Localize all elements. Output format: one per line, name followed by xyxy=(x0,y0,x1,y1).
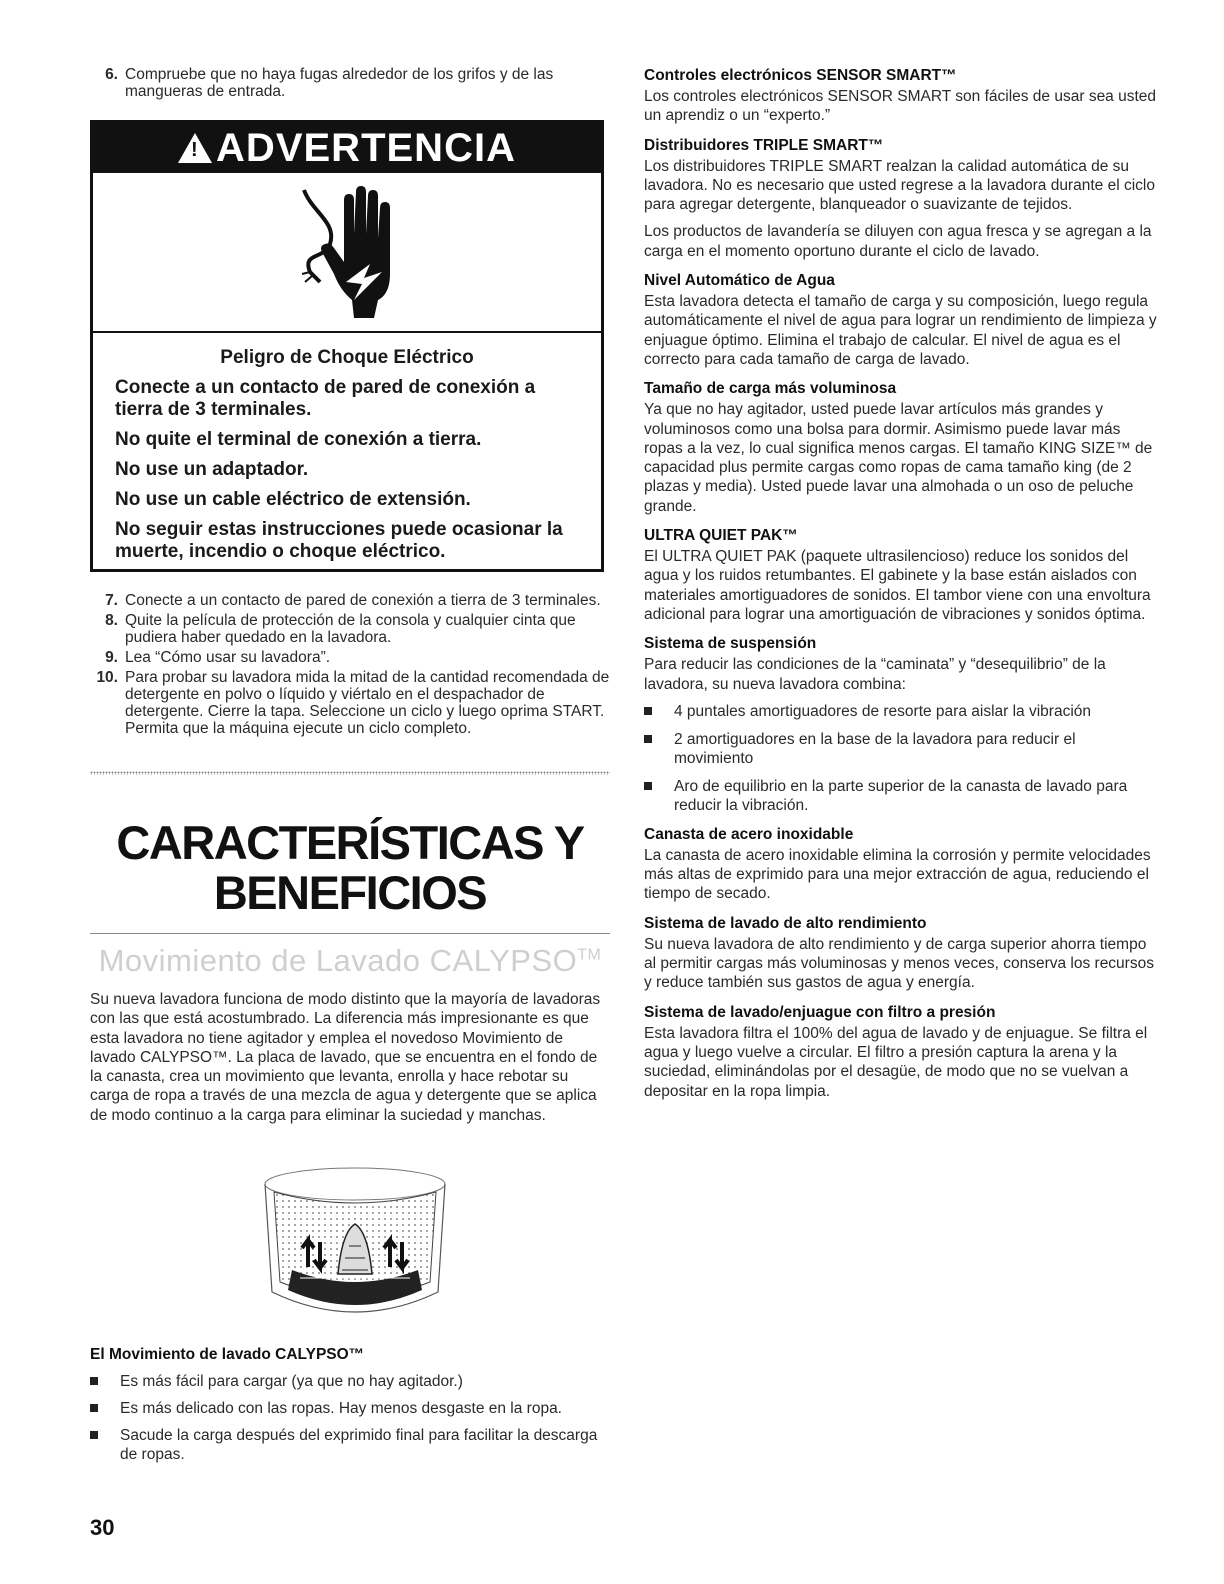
feature-text: Los productos de lavandería se diluyen con agua fresca y se agregan a la carga en el momento oportuno durante el ciclo de lavado. xyxy=(644,223,1152,260)
feature-text: Esta lavadora filtra el 100% del agua de lavado y de enjuague. Se filtra el agua y luego vuelve a circular. El filtro a presión captura la arena y la suciedad, eliminándolas por el desagüe, de modo que no se vuelvan a depositar en la ropa limpia. xyxy=(644,1024,1148,1100)
feature-water-level xyxy=(644,271,1158,369)
step-number: 9. xyxy=(105,649,118,666)
bullet-icon xyxy=(644,707,652,715)
feature-sensor-smart xyxy=(644,66,1158,126)
feature-heading: Sistema de lavado de alto rendimiento xyxy=(644,914,927,932)
warning-line: Conecte a un contacto de pared de conexión a tierra de 3 terminales. xyxy=(115,377,536,420)
feature-heading: Controles electrónicos SENSOR SMART™ xyxy=(644,67,957,84)
list-item xyxy=(644,702,1158,721)
feature-stainless-basket xyxy=(644,825,1158,904)
suspension-list xyxy=(644,702,1158,815)
subtitle-text: Movimiento de Lavado CALYPSO xyxy=(98,943,578,978)
bullet-icon xyxy=(90,1404,98,1412)
step-8 xyxy=(86,612,610,646)
feature-triple-smart xyxy=(644,136,1158,261)
list-item xyxy=(644,777,1158,815)
step-number: 7. xyxy=(105,592,118,609)
list-item xyxy=(90,1426,610,1464)
list-item-text: Aro de equilibrio en la parte superior de la canasta de lavado para reducir la vibración. xyxy=(674,777,1128,814)
list-item xyxy=(90,1399,610,1418)
section-title xyxy=(90,818,610,918)
feature-high-efficiency xyxy=(644,914,1158,993)
warning-caption: Peligro de Choque Eléctrico xyxy=(220,347,474,368)
feature-text: El ULTRA QUIET PAK (paquete ultrasilencioso) reduce los sonidos del agua y los ruidos retumbantes. El gabinete y la base están aislados con materiales amortiguadores de sonidos. El tambor viene con una envoltura adicional para lograr una amortiguación de vibraciones y sonidos óptima. xyxy=(644,548,1151,623)
feature-load-size xyxy=(644,379,1158,516)
intro-paragraph: Su nueva lavadora funciona de modo distinto que la mayoría de lavadoras con las que está acostumbrado. La diferencia más impresionante es que esta lavadora no tiene agitador y emplea el novedoso Movimiento de lavado CALYPSO™. La placa de lavado, que se encuentra en el fondo de la canasta, crea un movimiento que levanta, enrolla y hace rebotar su carga de ropa a través de una mezcla de agua y detergente que se aplica de modo continuo a la carga para eliminar la suciedad y manchas. xyxy=(90,991,601,1124)
steps-bottom xyxy=(86,592,610,740)
list-item-text: Es más fácil para cargar (ya que no hay agitador.) xyxy=(120,1373,463,1390)
feature-heading: Sistema de lavado/enjuague con filtro a presión xyxy=(644,1003,996,1021)
step-text: Compruebe que no haya fugas alrededor de los grifos y de las mangueras de entrada. xyxy=(125,66,554,100)
list-item xyxy=(644,730,1158,768)
steps-top xyxy=(86,66,610,103)
feature-suspension xyxy=(644,634,1158,815)
subtitle xyxy=(90,943,610,979)
feature-heading: ULTRA QUIET PAK™ xyxy=(644,527,798,545)
step-text: Conecte a un contacto de pared de conexión a tierra de 3 terminales. xyxy=(125,592,601,609)
warning-header xyxy=(93,123,601,173)
page-number: 30 xyxy=(90,1515,115,1540)
list-item-text: Sacude la carga después del exprimido final para facilitar la descarga de ropas. xyxy=(120,1427,598,1463)
divider xyxy=(90,933,610,934)
warning-line: No use un cable eléctrico de extensión. xyxy=(115,489,471,510)
feature-text: Su nueva lavadora de alto rendimiento y de carga superior ahorra tiempo al permitir cargas más voluminosas y menos veces, conserva los recursos y reduce también sus gastos de agua y energía. xyxy=(644,935,1154,992)
feature-heading: Sistema de suspensión xyxy=(644,635,817,653)
feature-text: Los controles electrónicos SENSOR SMART son fáciles de usar sea usted un aprendiz o un “experto.” xyxy=(644,88,1157,125)
warning-line: No seguir estas instrucciones puede ocasionar la muerte, incendio o choque eléctrico. xyxy=(115,519,563,562)
feature-text: Los distribuidores TRIPLE SMART realzan la calidad automática de su lavadora. No es necesario que usted regrese a la lavadora durante el ciclo para agregar detergente, blanqueador o suavizante de tejidos. xyxy=(644,157,1155,214)
features-column xyxy=(644,66,1158,1111)
warning-line: No use un adaptador. xyxy=(115,459,309,480)
feature-text: La canasta de acero inoxidable elimina la corrosión y permite velocidades más altas de exprimido para una mejor extracción de agua, reduciendo el tiempo de secado. xyxy=(644,846,1151,903)
step-number: 10. xyxy=(96,669,118,686)
bullet-icon xyxy=(90,1431,98,1439)
step-text: Lea “Cómo usar su lavadora”. xyxy=(125,649,331,666)
feature-text: Ya que no hay agitador, usted puede lavar artículos más grandes y voluminosos como una bolsa para dormir. Asimismo puede lavar más ropas a la vez, lo cual significa menos cargas. El tamaño KING SIZE™ de capacidad plus permite cargas como ropas de cama tamaño king (de 2 plazas y media). Usted puede lavar una almohada o un oso de peluche grande. xyxy=(644,401,1153,515)
list-item-text: Es más delicado con las ropas. Hay menos desgaste en la ropa. xyxy=(120,1400,562,1417)
warning-box xyxy=(90,120,604,572)
feature-heading: Canasta de acero inoxidable xyxy=(644,825,854,843)
bullet-icon xyxy=(644,782,652,790)
step-9 xyxy=(86,649,610,666)
feature-heading: Distribuidores TRIPLE SMART™ xyxy=(644,136,884,154)
warning-triangle-icon: ! xyxy=(178,133,212,163)
list-item xyxy=(90,1372,610,1391)
section-title-line-2: BENEFICIOS xyxy=(213,866,487,919)
list-item-text: 2 amortiguadores en la base de la lavadora para reducir el movimiento xyxy=(674,730,1076,767)
feature-pressure-filter xyxy=(644,1003,1158,1101)
electric-shock-hand-icon xyxy=(93,173,601,333)
step-number: 8. xyxy=(105,612,118,629)
warning-line: No quite el terminal de conexión a tierra. xyxy=(115,429,482,450)
step-6 xyxy=(86,66,610,100)
warning-title: ADVERTENCIA xyxy=(216,125,516,170)
feature-text: Para reducir las condiciones de la “caminata” y “desequilibrio” de la lavadora, su nueva lavadora combina: xyxy=(644,656,1106,693)
feature-heading: Nivel Automático de Agua xyxy=(644,272,835,290)
step-10 xyxy=(86,669,610,737)
warning-text xyxy=(93,333,601,563)
bullet-icon xyxy=(644,735,652,743)
calypso-heading: El Movimiento de lavado CALYPSO™ xyxy=(90,1346,365,1363)
subtitle-tm: TM xyxy=(577,946,602,964)
calypso-list xyxy=(90,1372,610,1464)
step-text: Para probar su lavadora mida la mitad de la cantidad recomendada de detergente en polvo o líquido y viértalo en el despachador de detergente. Cierre la tapa. Seleccione un ciclo y luego oprima START. Permita que la máquina ejecute un ciclo completo. xyxy=(125,669,610,737)
dotted-divider xyxy=(90,771,610,775)
bullet-icon xyxy=(90,1377,98,1385)
step-text: Quite la película de protección de la consola y cualquier cinta que pudiera haber quedado en la lavadora. xyxy=(125,612,576,646)
feature-heading: Tamaño de carga más voluminosa xyxy=(644,380,897,398)
feature-text: Esta lavadora detecta el tamaño de carga y su composición, luego regula automáticamente el nivel de agua para lograr un rendimiento de limpieza y enjuague óptimo. Elimina el trabajo de calcular. El nivel de agua es el correcto para cada tamaño de carga de lavado. xyxy=(644,293,1157,368)
wash-basket-illustration xyxy=(250,1162,460,1345)
section-title-line-1: CARACTERÍSTICAS Y xyxy=(116,816,584,869)
step-number: 6. xyxy=(105,66,118,83)
calypso-section xyxy=(90,1346,610,1472)
list-item-text: 4 puntales amortiguadores de resorte para aislar la vibración xyxy=(674,702,1092,720)
step-7 xyxy=(86,592,610,609)
feature-ultra-quiet xyxy=(644,526,1158,624)
